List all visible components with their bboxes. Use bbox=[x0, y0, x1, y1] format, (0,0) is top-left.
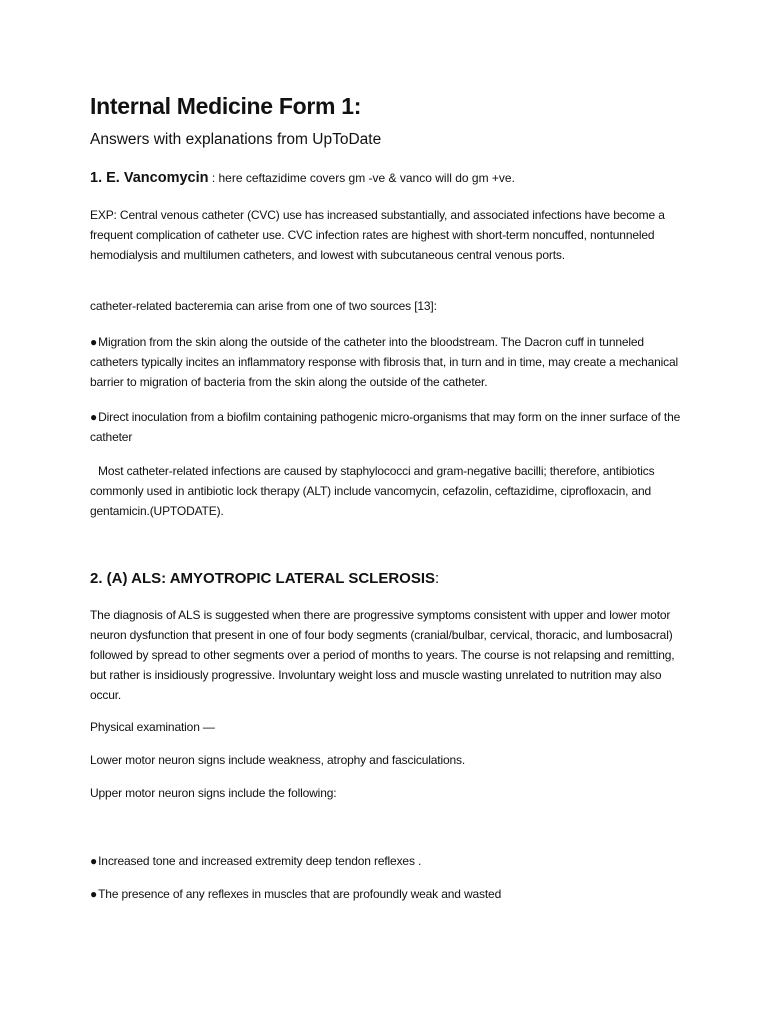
question-1-answer: 1. E. Vancomycin bbox=[90, 170, 209, 186]
question-2-answer: 2. (A) ALS: AMYOTROPIC LATERAL SCLEROSIS bbox=[90, 570, 436, 587]
bullet-text: Migration from the skin along the outside of the catheter into the bloodstream. The Dacron cuff in tunneled catheters typically incites an inflammatory response with fibrosis that, in turn and in time, may create a mechanical barrier to migration of bacteria from the skin along the outside of the catheter. bbox=[90, 335, 679, 389]
question-1-bullet-1 bbox=[90, 332, 685, 392]
question-2-diagnosis: The diagnosis of ALS is suggested when there are progressive symptoms consistent with upper and lower motor neuron dysfunction that present in one of four body segments (cranial/bulbar, cervical, thoracic, and lumbosacral) followed by spread to other segments over a period of months to years. The course is not relapsing and remitting, but rather is insidiously progressive. Involuntary weight loss and muscle wasting unrelated to nutrition may also occur. bbox=[90, 608, 675, 702]
question-2-bullet-1 bbox=[90, 851, 421, 871]
question-2-colon: : bbox=[435, 570, 440, 587]
question-2-bullet-2 bbox=[90, 884, 501, 904]
bullet-icon: ● bbox=[90, 410, 98, 424]
lower-motor-signs: Lower motor neuron signs include weakness, atrophy and fasciculations. bbox=[90, 753, 466, 767]
question-1-sources-intro: catheter-related bacteremia can arise from one of two sources [13]: bbox=[90, 299, 437, 313]
bullet-text: The presence of any reflexes in muscles that are profoundly weak and wasted bbox=[98, 887, 502, 901]
physical-exam-label: Physical examination — bbox=[90, 720, 215, 734]
document-subtitle: Answers with explanations from UpToDate bbox=[90, 131, 382, 148]
question-1-note: : here ceftazidime covers gm -ve & vanco will do gm +ve. bbox=[208, 171, 515, 185]
bullet-icon: ● bbox=[90, 887, 98, 901]
question-1-explanation: EXP: Central venous catheter (CVC) use has increased substantially, and associated infections have become a frequent complication of catheter use. CVC infection rates are highest with short-term noncuffed, nontunneled hemodialysis and multilumen catheters, and lowest with subcutaneous central venous ports. bbox=[90, 208, 665, 262]
upper-motor-signs: Upper motor neuron signs include the following: bbox=[90, 786, 337, 800]
question-1-conclusion: Most catheter-related infections are caused by staphylococci and gram-negative bacilli; therefore, antibiotics commonly used in antibiotic lock therapy (ALT) include vancomycin, cefazolin, ceftazidime, ciprofloxacin, and gentamicin.(UPTODATE). bbox=[90, 464, 655, 518]
bullet-text: Increased tone and increased extremity deep tendon reflexes . bbox=[98, 854, 422, 868]
question-2-heading bbox=[90, 570, 439, 587]
bullet-text: Direct inoculation from a biofilm containing pathogenic micro-organisms that may form on the inner surface of the catheter bbox=[90, 410, 681, 444]
bullet-icon: ● bbox=[90, 854, 98, 868]
bullet-icon: ● bbox=[90, 335, 98, 349]
question-1-bullet-2 bbox=[90, 407, 685, 447]
document-title: Internal Medicine Form 1: bbox=[90, 93, 362, 119]
question-1-heading bbox=[90, 170, 515, 186]
